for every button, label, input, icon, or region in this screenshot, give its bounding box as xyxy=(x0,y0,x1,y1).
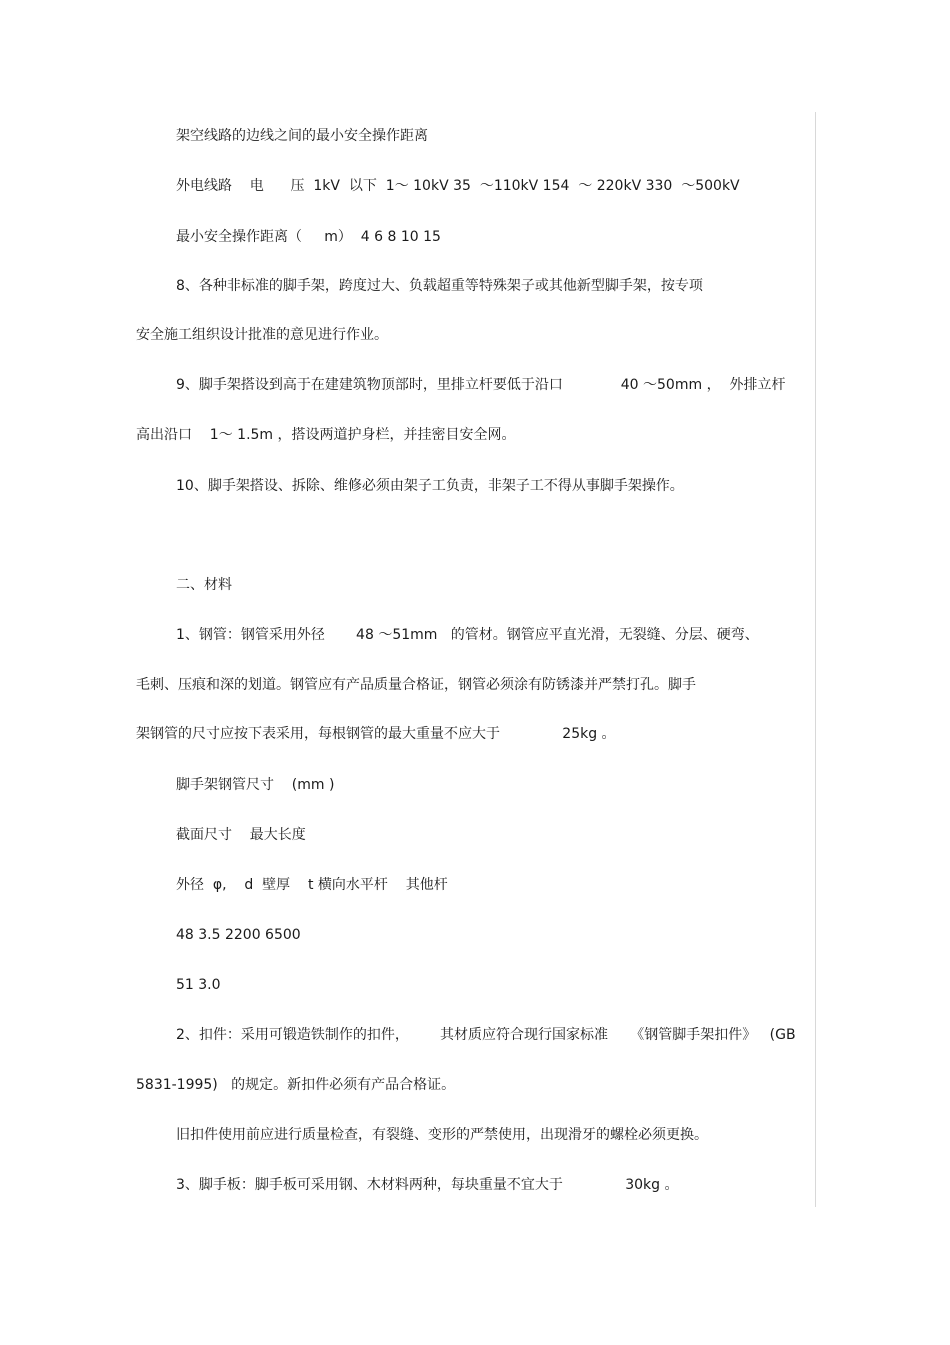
paragraph-fastener-line-1: 2、扣件：采用可锻造铁制作的扣件， 其材质应符合现行国家标准 《钢管脚手架扣件》 (GB xyxy=(176,1027,796,1043)
table-row: 48 3.5 2200 6500 xyxy=(176,927,301,943)
table-header-1: 截面尺寸 最大长度 xyxy=(176,827,306,843)
paragraph-10: 10、脚手架搭设、拆除、维修必须由架子工负责，非架子工不得从事脚手架操作。 xyxy=(176,478,684,494)
voltage-row: 外电线路 电 压 1kV 以下 1～ 10kV 35 ～110kV 154 ～ 220kV 330 ～500kV xyxy=(176,178,740,194)
table-title: 脚手架钢管尺寸 (mm ) xyxy=(176,777,335,793)
paragraph-8-line-1: 8、各种非标准的脚手架，跨度过大、负载超重等特殊架子或其他新型脚手架，按专项 xyxy=(176,278,703,294)
paragraph-fastener-line-2: 5831-1995) 的规定。新扣件必须有产品合格证。 xyxy=(136,1077,456,1093)
table-row: 51 3.0 xyxy=(176,977,221,993)
paragraph-scaffold-board: 3、脚手板：脚手板可采用钢、木材料两种，每块重量不宜大于 30kg 。 xyxy=(176,1177,679,1193)
table-header-2: 外径 φ, d 壁厚 t 横向水平杆 其他杆 xyxy=(176,877,448,893)
paragraph-8-line-2: 安全施工组织设计批准的意见进行作业。 xyxy=(136,327,388,343)
paragraph-steel-pipe-line-2: 毛刺、压痕和深的划道。钢管应有产品质量合格证，钢管必须涂有防锈漆并严禁打孔。脚手 xyxy=(136,677,696,693)
paragraph-steel-pipe-line-1: 1、钢管：钢管采用外径 48 ～51mm 的管材。钢管应平直光滑，无裂缝、分层、硬弯、 xyxy=(176,627,759,643)
paragraph-steel-pipe-line-3: 架钢管的尺寸应按下表采用，每根钢管的最大重量不应大于 25kg 。 xyxy=(136,726,616,742)
paragraph-9-line-1: 9、脚手架搭设到高于在建建筑物顶部时，里排立杆要低于沿口 40 ～50mm ， 外排立杆 xyxy=(176,377,786,393)
heading-safe-distance: 架空线路的边线之间的最小安全操作距离 xyxy=(176,128,428,144)
paragraph-old-fastener: 旧扣件使用前应进行质量检查，有裂缝、变形的严禁使用，出现滑牙的螺栓必须更换。 xyxy=(176,1127,708,1143)
paragraph-9-line-2: 高出沿口 1～ 1.5m ，搭设两道护身栏，并挂密目安全网。 xyxy=(136,427,516,443)
right-margin-rule xyxy=(815,112,816,1207)
section-heading-materials: 二、材料 xyxy=(176,577,232,593)
distance-row: 最小安全操作距离（ m） 4 6 8 10 15 xyxy=(176,229,441,245)
